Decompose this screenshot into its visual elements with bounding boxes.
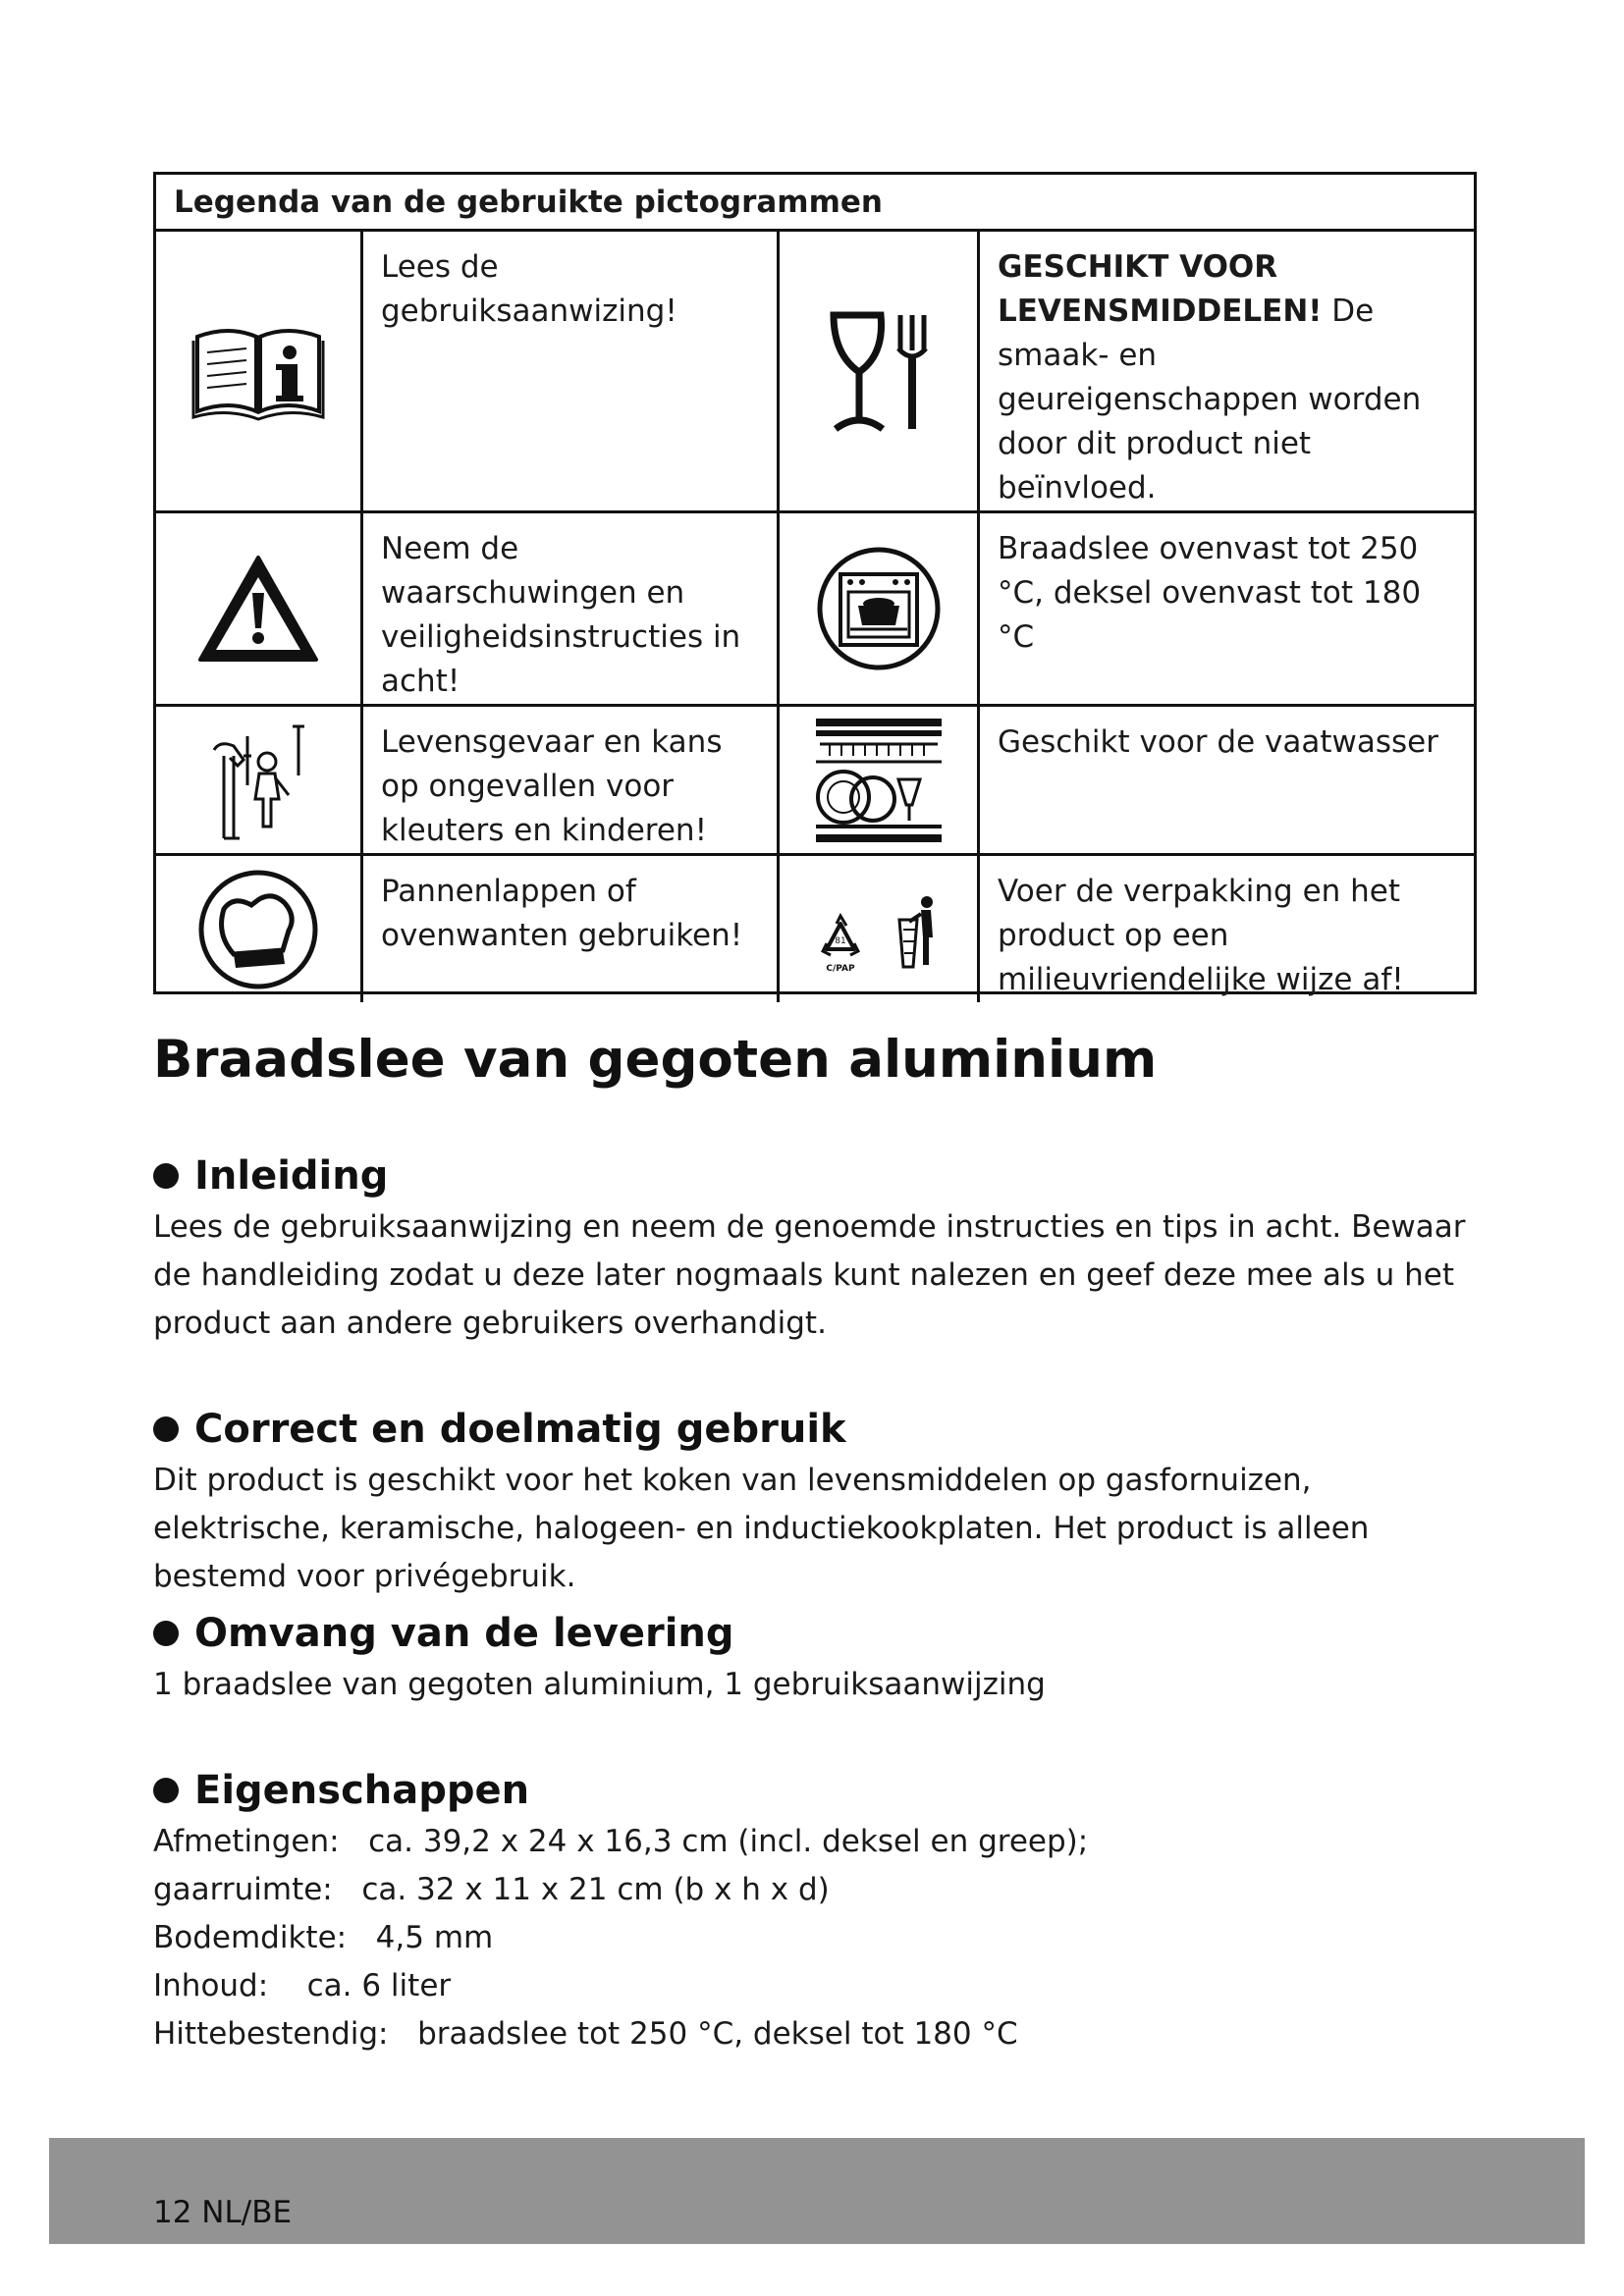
legend-text-ovenproof: Braadslee ovenvast tot 250 °C, deksel ovenvast tot 180 °C — [980, 513, 1474, 707]
property-label: gaarruimte: — [153, 1872, 333, 1907]
property-value: ca. 32 x 11 x 21 cm (b x h x d) — [361, 1872, 830, 1907]
section-heading — [153, 1606, 1489, 1661]
section-delivery — [153, 1606, 1489, 1709]
recycling-disposal-icon — [780, 856, 980, 1002]
legend-text-warnings: Neem de waarschuwingen en veiligheidsinstructies in acht! — [363, 513, 780, 707]
property-label: Inhoud: — [153, 1968, 269, 2003]
legend-text-oven-mitts: Pannenlappen of ovenwanten gebruiken! — [363, 856, 780, 1002]
properties-list — [153, 1818, 1489, 2058]
section-properties — [153, 1763, 1489, 2058]
property-label: Bodemdikte: — [153, 1920, 348, 1955]
section-body: Lees de gebruiksaanwijzing en neem de genoemde instructies en tips in acht. Bewaar de handleiding zodat u deze later nogmaals kunt nalezen en geef deze mee als u het product aan andere gebruikers overhandigt. — [153, 1209, 1466, 1341]
food-safe-heading: GESCHIKT VOOR LEVENSMIDDELEN! — [998, 249, 1323, 329]
legend-grid — [156, 232, 1474, 997]
section-heading-text: Inleiding — [194, 1153, 389, 1199]
legend-text-food-safe — [980, 232, 1474, 513]
section-heading — [153, 1402, 1489, 1457]
oven-mitt-icon — [156, 856, 363, 1002]
section-heading — [153, 1148, 1489, 1203]
legend-text-instructions: Lees de gebruiksaanwizing! — [363, 232, 780, 513]
section-heading-text: Correct en doelmatig gebruik — [194, 1407, 846, 1452]
property-item — [153, 1866, 1489, 1914]
property-value: braadslee tot 250 °C, deksel tot 180 °C — [417, 2016, 1018, 2052]
section-body: 1 braadslee van gegoten aluminium, 1 gebruiksaanwijzing — [153, 1667, 1046, 1702]
property-item — [153, 1962, 1489, 2010]
section-body: Dit product is geschikt voor het koken van levensmiddelen op gasfornuizen, elektrische, keramische, halogeen- en inductiekookplaten. Het product is alleen bestemd voor privégebruik. — [153, 1463, 1370, 1594]
section-heading-text: Eigenschappen — [194, 1768, 530, 1813]
property-value: ca. 39,2 x 24 x 16,3 cm (incl. deksel en greep); — [368, 1824, 1089, 1859]
legend-text-disposal: Voer de verpakking en het product op een milieuvriendelijke wijze af! — [998, 874, 1404, 997]
page-title: Braadslee van gegoten aluminium — [153, 1030, 1158, 1090]
legend-text-child-danger: Levensgevaar en kans op ongevallen voor kleuters en kinderen! — [363, 707, 780, 856]
legend-title: Legenda van de gebruikte pictogrammen — [156, 175, 1474, 232]
property-value: ca. 6 liter — [306, 1968, 452, 2003]
info-book-icon — [156, 232, 363, 513]
page-number: 12 NL/BE — [153, 2195, 293, 2230]
section-intro — [153, 1148, 1489, 1348]
recycle-code: 81 — [834, 935, 846, 946]
bullet-icon — [153, 1778, 179, 1803]
property-item — [153, 1818, 1489, 1866]
warning-triangle-icon — [156, 513, 363, 707]
property-item — [153, 2010, 1489, 2058]
property-value: 4,5 mm — [375, 1920, 494, 1955]
pictogram-legend-table — [153, 172, 1477, 997]
dishwasher-icon — [780, 707, 980, 856]
legend-text-dishwasher: Geschikt voor de vaatwasser — [980, 707, 1474, 856]
recycle-label: C/PAP — [825, 963, 855, 974]
section-heading — [153, 1763, 1489, 1818]
section-heading-text: Omvang van de levering — [194, 1611, 734, 1656]
bullet-icon — [153, 1621, 179, 1646]
bullet-icon — [153, 1163, 179, 1189]
child-danger-icon — [156, 707, 363, 856]
property-item — [153, 1914, 1489, 1962]
page-footer — [49, 2138, 1585, 2244]
bullet-icon — [153, 1416, 179, 1442]
property-label: Hittebestendig: — [153, 2016, 389, 2052]
food-safe-description: De smaak- en geureigenschappen worden door dit product niet beïnvloed. — [998, 294, 1422, 506]
food-safe-icon — [780, 232, 980, 513]
oven-icon — [780, 513, 980, 707]
property-label: Afmetingen: — [153, 1824, 340, 1859]
section-correct-use — [153, 1402, 1489, 1601]
